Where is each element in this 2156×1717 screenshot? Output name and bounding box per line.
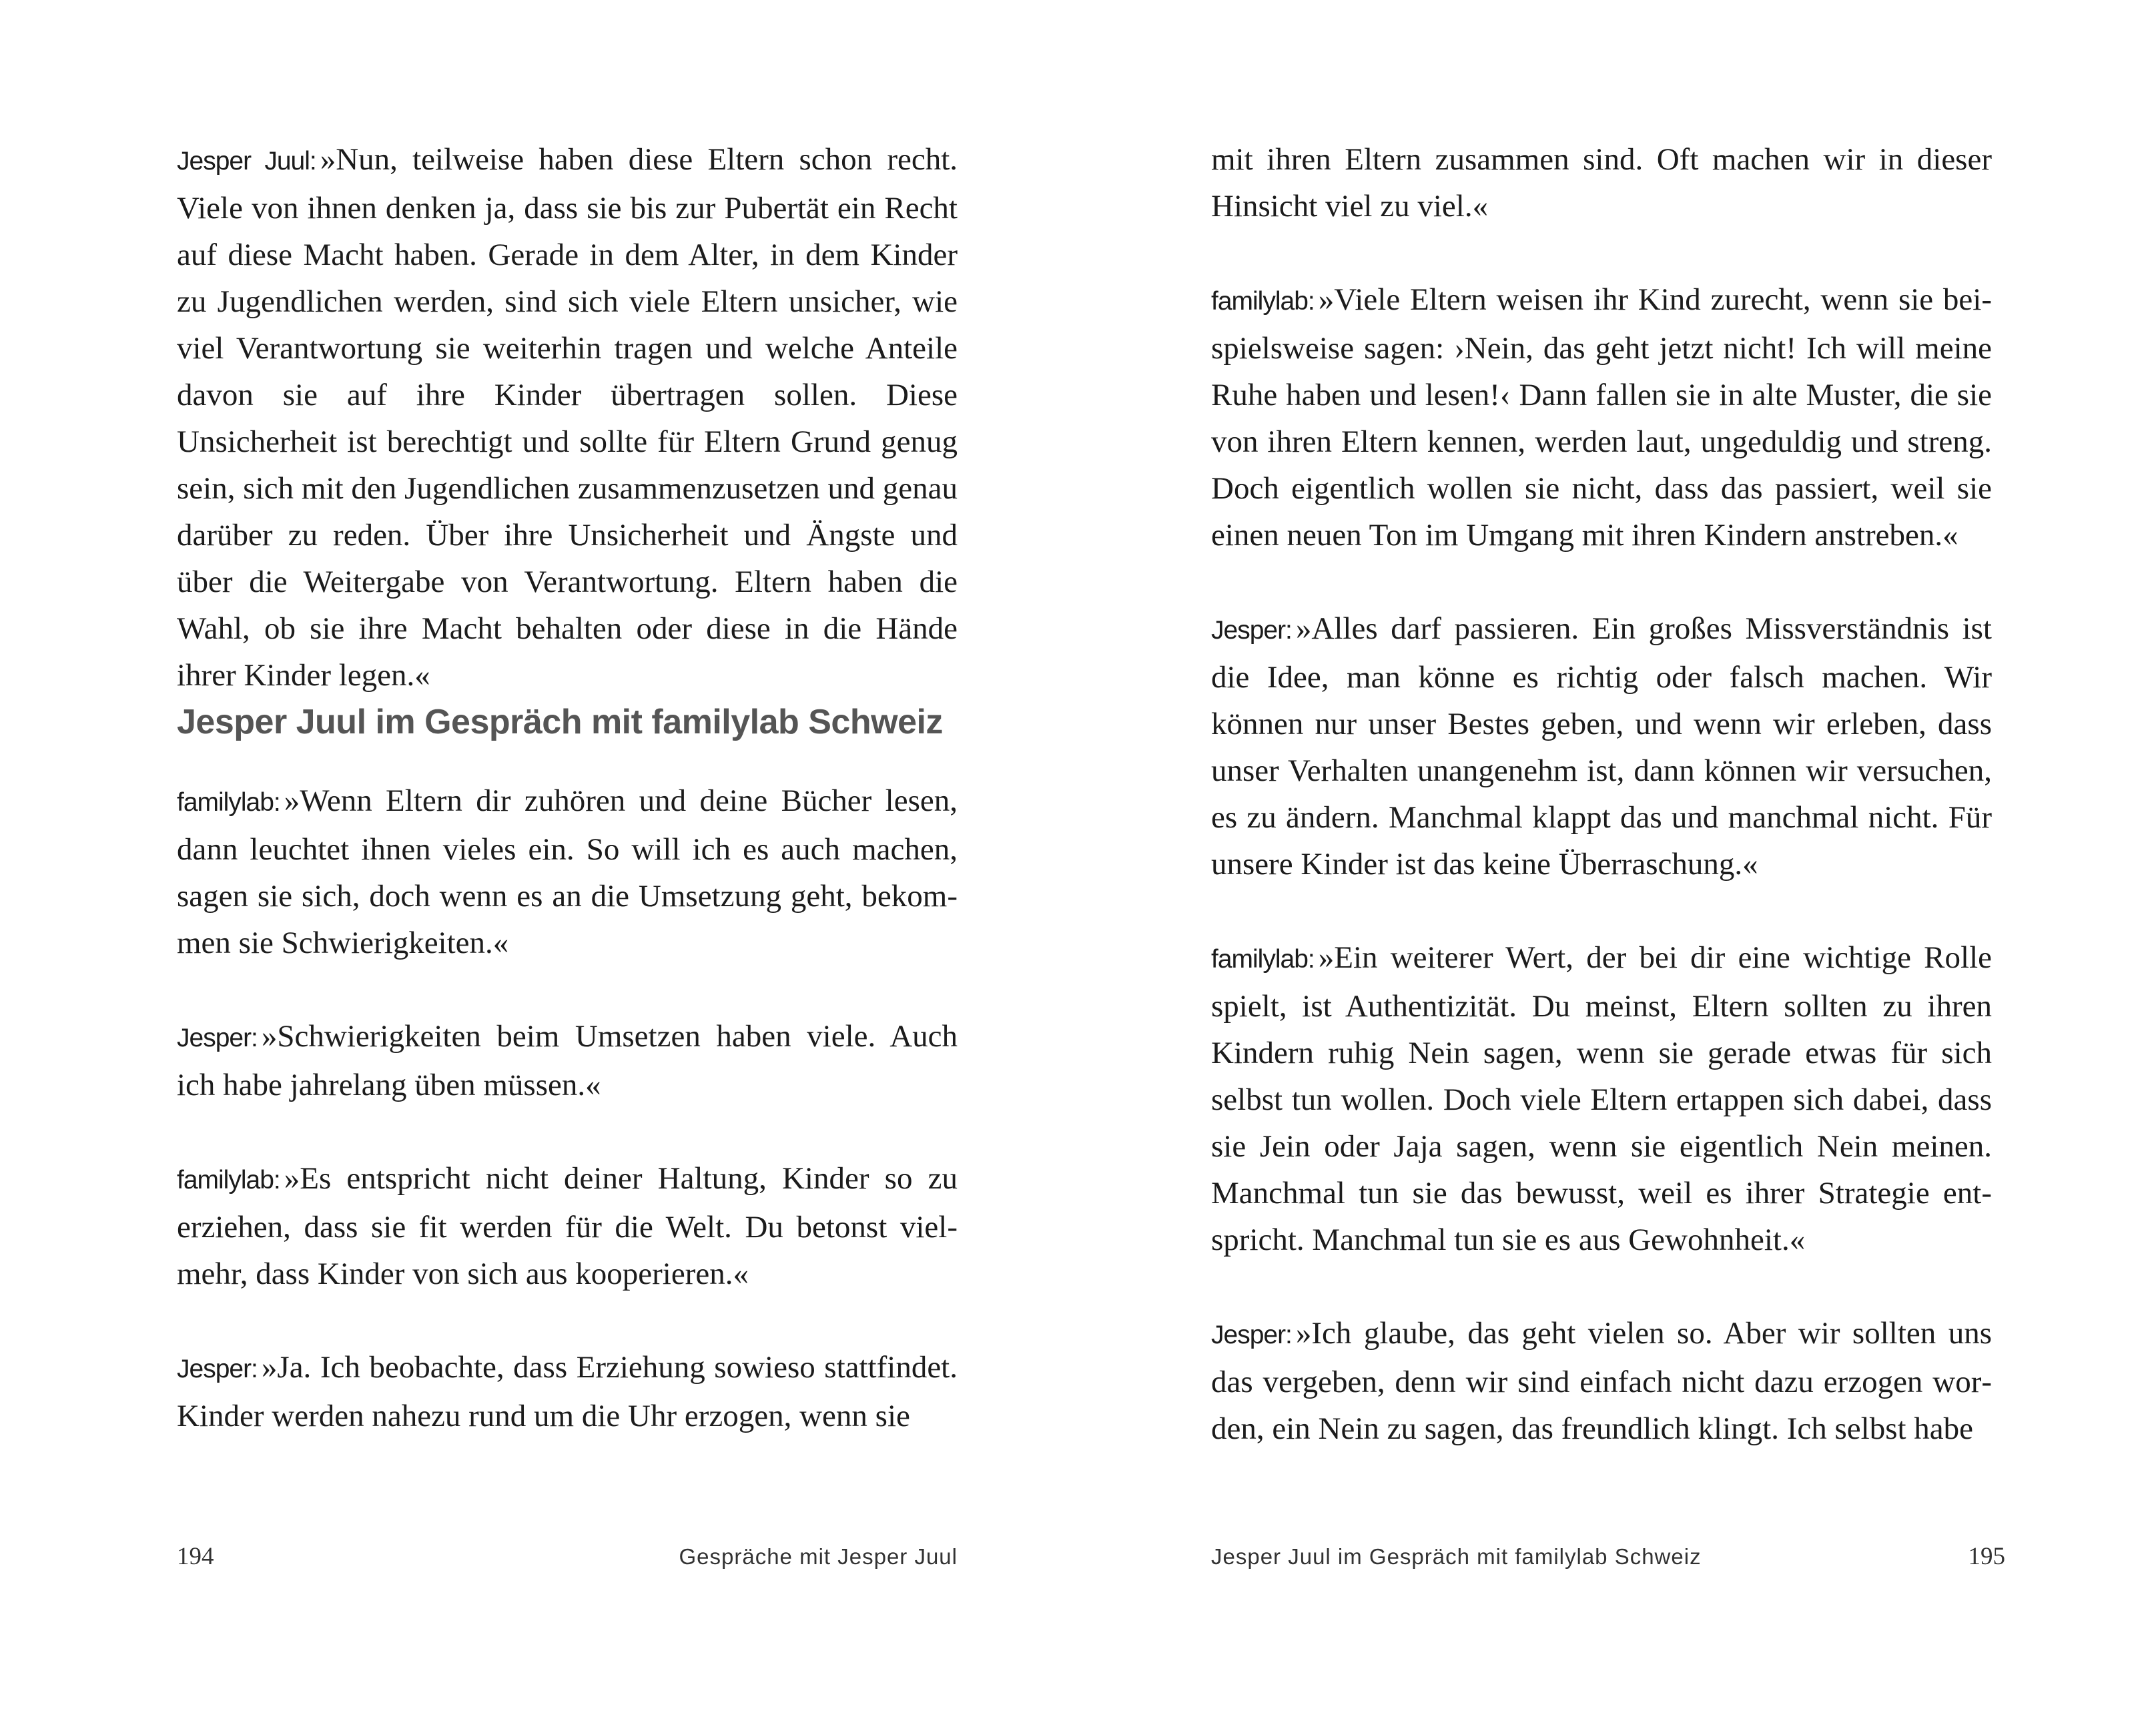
paragraph-text: »Alles darf passieren. Ein großes Missverständnis ist die Idee, man könne es richtig oder falsch machen. Wir können nur unser Bestes geben, und wenn wir erleben, dass unser Verhalten unangenehm ist, dann können wir versuchen, es zu ändern. Manchmal klappt das und manchmal nicht. Für unsere Kinder ist das keine Überraschung.« [1211, 611, 1992, 882]
dialogue-paragraph [1211, 605, 1992, 888]
speaker-label: Jesper: [177, 1355, 258, 1383]
right-text-column [1211, 136, 1992, 1452]
paragraph-text: »Ja. Ich beobachte, dass Erziehung sowieso stattfindet. Kinder werden nahezu rund um die Uhr erzogen, wenn sie [177, 1350, 958, 1433]
dialogue-paragraph [1211, 276, 1992, 559]
running-head: Jesper Juul im Gespräch mit familylab Schweiz [1211, 1544, 1702, 1569]
section-heading: Jesper Juul im Gespräch mit familylab Schweiz [177, 703, 943, 741]
speaker-label: Jesper: [1211, 1321, 1292, 1349]
speaker-label: Jesper: [1211, 616, 1292, 645]
page-number: 194 [177, 1543, 214, 1570]
continuation-paragraph: mit ihren Eltern zusammen sind. Oft machen wir in dieser Hinsicht viel zu viel.« [1211, 142, 1992, 224]
paragraph-text: »Viele Eltern weisen ihr Kind zurecht, wenn sie beispielsweise sagen: ›Nein, das geht jetzt nicht! Ich will meine Ruhe haben und lesen!‹ Dann fallen sie in alte Muster, die sie von ihren Eltern kennen, werden laut, ungeduldig und streng. Doch eigentlich wollen sie nicht, dass das passiert, weil sie einen neuen Ton im Umgang mit ihren Kindern anstreben.« [1211, 282, 1992, 553]
paragraph-text: »Ein weiterer Wert, der bei dir eine wichtige Rolle spielt, ist Authentizität. Du meinst, Eltern sollten zu ihren Kindern ruhig Nein sagen, wenn sie gerade etwas für sich selbst tun wollen. Doch viele Eltern ertappen sich dabei, dass sie Jein oder Jaja sagen, wenn sie eigentlich Nein meinen. Manchmal tun sie das bewusst, weil es ihrer Strategie entspricht. Manchmal tun sie es aus Gewohnheit.« [1211, 940, 1992, 1257]
page-number: 195 [1968, 1543, 2005, 1570]
dialogue-paragraph [177, 1155, 958, 1297]
dialogue-paragraph [177, 1344, 958, 1439]
dialogue-paragraph [177, 1013, 958, 1108]
paragraph-juul-answer [177, 136, 958, 699]
right-page [1078, 0, 2155, 1717]
speaker-label: familylab: [177, 1166, 280, 1194]
dialogue-paragraph [1211, 934, 1992, 1263]
dialogue-paragraph [1211, 1310, 1992, 1452]
speaker-label: Jesper: [177, 1024, 258, 1052]
dialogue-paragraph [177, 777, 958, 966]
left-text-column [177, 136, 958, 1439]
paragraph-text: »Nun, teilweise haben diese Eltern schon recht. Viele von ihnen denken ja, dass sie bis zur Pubertät ein Recht auf diese Macht haben. Gerade in dem Alter, in dem Kinder zu Jugendlichen werden, sind sich viele Eltern unsicher, wie viel Verantwortung sie weiterhin tragen und welche Anteile davon sie auf ihre Kinder übertragen sollen. Diese Unsicherheit ist berechtigt und sollte für Eltern Grund genug sein, sich mit den Jugendlichen zusammenzusetzen und genau darüber zu reden. Über ihre Unsicherheit und Ängste und über die Weitergabe von Verantwortung. Eltern haben die Wahl, ob sie ihre Macht behalten oder diese in die Hände ihrer Kinder legen.« [177, 142, 958, 693]
paragraph-text: »Es entspricht nicht deiner Haltung, Kinder so zu erziehen, dass sie fit werden für die Welt. Du betonst vielmehr, dass Kinder von sich aus kooperieren.« [177, 1161, 958, 1291]
paragraph-text: »Ich glaube, das geht vielen so. Aber wir sollten uns das vergeben, denn wir sind einfach nicht dazu erzogen worden, ein Nein zu sagen, das freundlich klingt. Ich selbst habe [1211, 1316, 1992, 1446]
paragraph-text: »Schwierigkeiten beim Umsetzen haben viele. Auch ich habe jahrelang üben müssen.« [177, 1019, 958, 1102]
speaker-label: familylab: [177, 788, 280, 817]
speaker-label: familylab: [1211, 287, 1315, 316]
running-head: Gespräche mit Jesper Juul [679, 1544, 958, 1569]
paragraph-text: »Wenn Eltern dir zuhören und deine Bücher lesen, dann leuchtet ihnen vieles ein. So will ich es auch machen, sagen sie sich, doch wenn es an die Umsetzung geht, bekommen sie Schwierigkeiten.« [177, 783, 958, 960]
speaker-label: Jesper Juul: [177, 147, 316, 176]
speaker-label: familylab: [1211, 945, 1315, 974]
